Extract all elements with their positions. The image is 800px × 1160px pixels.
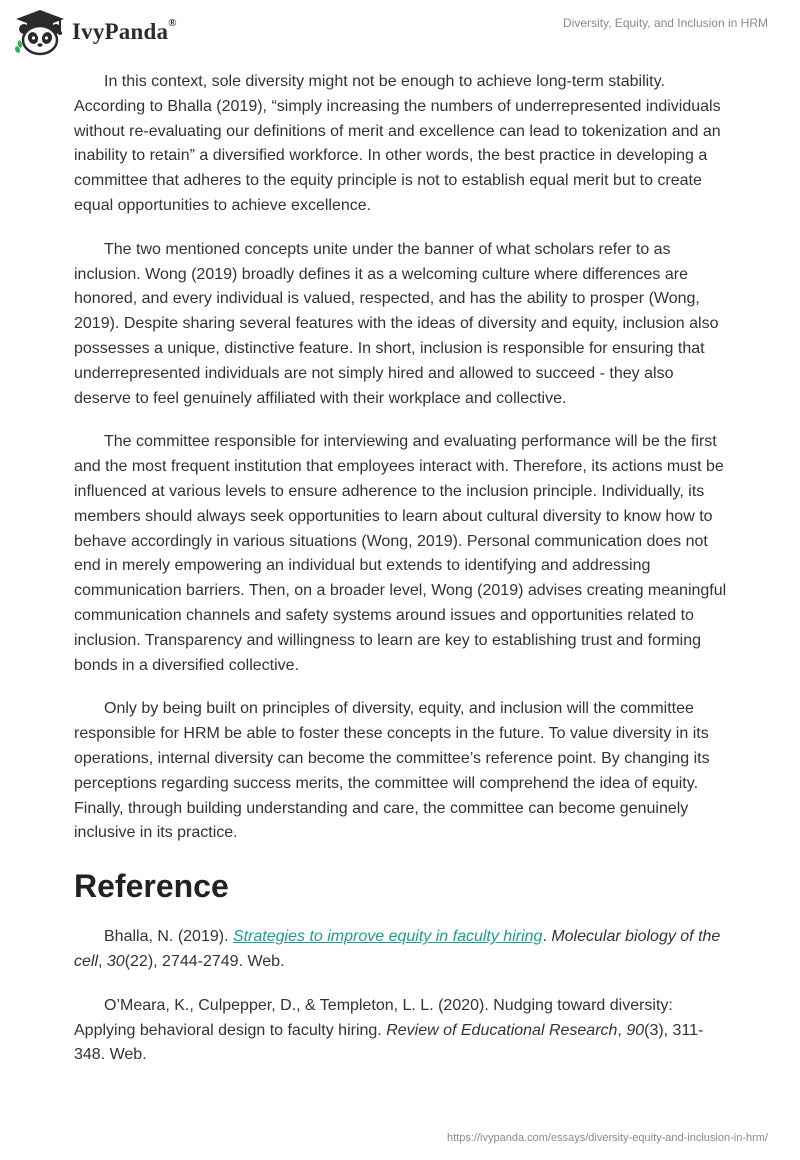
reference-volume: 30	[106, 952, 125, 970]
reference-punctuation: ,	[98, 952, 107, 970]
reference-volume: 90	[626, 1021, 645, 1039]
reference-entry	[74, 925, 734, 975]
reference-authors: O’Meara, K., Culpepper, D., & Templeton, L. L. (2020). Nudging toward diversity: Applying behavioral design to faculty hiring.	[74, 996, 673, 1039]
footer-url: https://ivypanda.com/essays/diversity-equity-and-inclusion-in-hrm/	[447, 1132, 768, 1144]
reference-link[interactable]: Strategies to improve equity in faculty hiring	[232, 928, 543, 946]
paragraph: Only by being built on principles of diversity, equity, and inclusion will the committee responsible for HRM be able to foster these concepts in the future. To value diversity in its operations, internal diversity can become the committee’s reference point. By changing its perceptions regarding success merits, the committee will comprehend the idea of equity. Finally, through building understanding and care, the committee can become genuinely inclusive in its practice.	[74, 700, 710, 842]
reference-journal: Molecular biology of the cell	[74, 928, 721, 970]
page-header	[0, 0, 800, 70]
essay-body	[74, 70, 734, 1087]
reference-punctuation: .	[542, 928, 552, 946]
reference-entry	[74, 994, 734, 1068]
reference-pages: (22), 2744-2749. Web.	[124, 952, 285, 970]
reference-journal: Review of Educational Research	[386, 1021, 618, 1039]
reference-authors: Bhalla, N. (2019).	[104, 928, 233, 946]
document-title: Diversity, Equity, and Inclusion in HRM	[563, 16, 768, 30]
paragraph: The two mentioned concepts unite under the banner of what scholars refer to as inclusion. Wong (2019) broadly defines it as a welcoming culture where differences are honored, and every individual is valued, respected, and has the ability to prosper (Wong, 2019). Despite sharing several features with the ideas of diversity and equity, inclusion also possesses a unique, distinctive feature. In short, inclusion is responsible for ensuring that underrepresented individuals are not simply hired and allowed to succeed - they also deserve to feel genuinely affiliated with their workplace and collective.	[74, 240, 719, 407]
panda-graduate-icon	[14, 8, 66, 56]
reference-punctuation: ,	[617, 1021, 627, 1039]
registered-mark: ®	[168, 17, 177, 29]
logo[interactable]	[14, 8, 177, 56]
reference-heading: Reference	[74, 868, 229, 905]
paragraph: In this context, sole diversity might not be enough to achieve long-term stability. According to Bhalla (2019), “simply increasing the numbers of underrepresented individuals without re-evaluating our definitions of merit and excellence can lead to tokenization and an inability to retain” a diversified workforce. In other words, the best practice in developing a committee that adheres to the equity principle is not to establish equal merit but to create equal opportunities to achieve excellence.	[74, 73, 721, 214]
paragraph: The committee responsible for interviewing and evaluating performance will be the first and the most frequent institution that employees interact with. Therefore, its actions must be influenced at various levels to ensure adherence to the inclusion principle. Individually, its members should always seek opportunities to learn about cultural diversity to know how to behave accordingly in various situations (Wong, 2019). Personal communication does not end in merely empowering an individual but extends to identifying and addressing communication barriers. Then, on a broader level, Wong (2019) advises creating meaningful communication channels and safety systems around issues and opportunities related to inclusion. Transparency and willingness to learn are key to establishing trust and forming bonds in a diversified collective.	[74, 433, 727, 674]
logo-text: IvyPanda®	[72, 17, 177, 44]
reference-pages: (3), 311-348. Web.	[74, 1021, 704, 1064]
